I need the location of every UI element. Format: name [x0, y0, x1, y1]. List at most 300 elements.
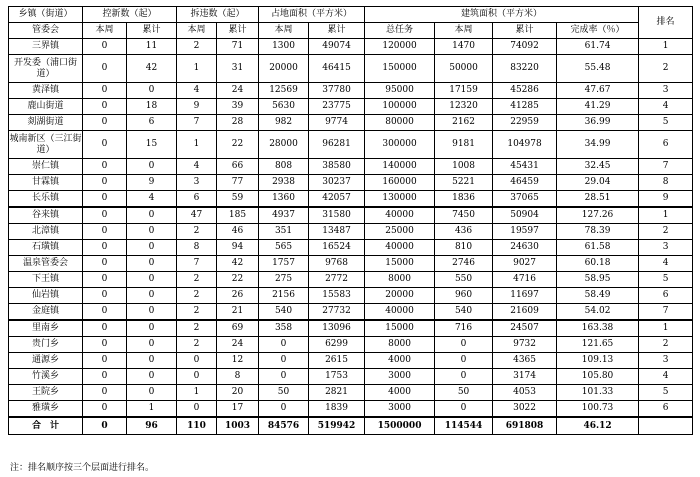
table-cell: 60.18: [557, 256, 639, 272]
table-cell: 77: [217, 175, 259, 191]
table-cell: 0: [83, 401, 127, 418]
table-row: [9, 207, 693, 224]
table-cell: 24507: [493, 320, 557, 337]
row-name: 三界镇: [9, 39, 83, 55]
table-row: [9, 401, 693, 418]
table-cell: 1836: [435, 191, 493, 208]
table-cell: 12569: [259, 83, 309, 99]
row-name: 崇仁镇: [9, 159, 83, 175]
table-cell: 20000: [365, 288, 435, 304]
header-land-cumulative: 累计: [309, 23, 365, 39]
table-cell: 13096: [309, 320, 365, 337]
table-cell: 0: [83, 99, 127, 115]
table-cell: 5: [639, 272, 693, 288]
table-cell: 0: [83, 55, 127, 83]
table-cell: 120000: [365, 39, 435, 55]
table-cell: 66: [217, 159, 259, 175]
table-cell: 6: [639, 401, 693, 418]
table-cell: 96281: [309, 131, 365, 159]
table-cell: 8: [639, 175, 693, 191]
table-cell: 12320: [435, 99, 493, 115]
table-cell: 27732: [309, 304, 365, 321]
table-cell: 140000: [365, 159, 435, 175]
table-cell: 8: [177, 240, 217, 256]
table-cell: 0: [83, 131, 127, 159]
header-building-area: 建筑面积（平方米）: [365, 7, 639, 23]
table-cell: 6: [127, 115, 177, 131]
table-cell: 4: [177, 159, 217, 175]
table-cell: 1: [127, 401, 177, 418]
row-name: 仙岩镇: [9, 288, 83, 304]
table-cell: 0: [83, 115, 127, 131]
table-cell: 0: [127, 240, 177, 256]
table-cell: 4053: [493, 385, 557, 401]
table-cell: 436: [435, 224, 493, 240]
table-cell: 2: [639, 337, 693, 353]
table-cell: 41.29: [557, 99, 639, 115]
header-control-week: 本周: [83, 23, 127, 39]
table-cell: 55.48: [557, 55, 639, 83]
table-cell: 2156: [259, 288, 309, 304]
table-cell: 0: [83, 353, 127, 369]
table-cell: 50904: [493, 207, 557, 224]
table-cell: 2: [639, 55, 693, 83]
table-cell: 46: [217, 224, 259, 240]
table-cell: 0: [177, 369, 217, 385]
table-cell: 550: [435, 272, 493, 288]
table-cell: 0: [127, 337, 177, 353]
table-cell: 0: [83, 256, 127, 272]
table-cell: 300000: [365, 131, 435, 159]
table-cell: 15000: [365, 320, 435, 337]
table-cell: 15583: [309, 288, 365, 304]
table-row: [9, 191, 693, 208]
table-cell: 1: [177, 55, 217, 83]
row-name: 金庭镇: [9, 304, 83, 321]
table-cell: 69: [217, 320, 259, 337]
table-cell: 0: [83, 288, 127, 304]
table-cell: 61.74: [557, 39, 639, 55]
table-cell: 0: [127, 369, 177, 385]
table-row: [9, 304, 693, 321]
row-name: 通源乡: [9, 353, 83, 369]
table-cell: 1: [639, 320, 693, 337]
table-cell: 1: [639, 39, 693, 55]
table-cell: 49074: [309, 39, 365, 55]
table-cell: 4: [177, 83, 217, 99]
table-cell: 0: [127, 353, 177, 369]
table-cell: 0: [127, 288, 177, 304]
table-cell: 25000: [365, 224, 435, 240]
row-name: 竹溪乡: [9, 369, 83, 385]
table-cell: 0: [83, 159, 127, 175]
table-cell: 41285: [493, 99, 557, 115]
table-cell: 0: [83, 385, 127, 401]
table-cell: 0: [83, 369, 127, 385]
table-cell: 127.26: [557, 207, 639, 224]
header-demolish-week: 本周: [177, 23, 217, 39]
table-cell: 5: [639, 385, 693, 401]
table-cell: 2: [177, 272, 217, 288]
table-cell: 9: [127, 175, 177, 191]
table-cell: 3: [639, 353, 693, 369]
table-cell: 960: [435, 288, 493, 304]
table-cell: 19597: [493, 224, 557, 240]
table-cell: 34.99: [557, 131, 639, 159]
table-cell: 0: [259, 353, 309, 369]
table-cell: 42: [217, 256, 259, 272]
table-cell: 11: [127, 39, 177, 55]
table-cell: 4365: [493, 353, 557, 369]
table-cell: 74092: [493, 39, 557, 55]
table-row: [9, 256, 693, 272]
table-cell: 30237: [309, 175, 365, 191]
table-cell: 31580: [309, 207, 365, 224]
total-cell: 110: [177, 417, 217, 435]
table-cell: 0: [127, 83, 177, 99]
table-cell: 58.49: [557, 288, 639, 304]
table-cell: 0: [83, 337, 127, 353]
table-cell: 40000: [365, 207, 435, 224]
table-cell: 2: [639, 224, 693, 240]
table-cell: 0: [83, 224, 127, 240]
table-cell: 0: [259, 337, 309, 353]
table-cell: 0: [435, 369, 493, 385]
table-cell: 1839: [309, 401, 365, 418]
total-cell: 519942: [309, 417, 365, 435]
table-cell: 28000: [259, 131, 309, 159]
table-cell: 565: [259, 240, 309, 256]
header-control-cumulative: 累计: [127, 23, 177, 39]
table-cell: 6299: [309, 337, 365, 353]
table-cell: 5630: [259, 99, 309, 115]
table-cell: 2746: [435, 256, 493, 272]
table-cell: 540: [259, 304, 309, 321]
table-cell: 5221: [435, 175, 493, 191]
table-cell: 4937: [259, 207, 309, 224]
table-cell: 0: [127, 256, 177, 272]
table-cell: 71: [217, 39, 259, 55]
table-cell: 275: [259, 272, 309, 288]
table-cell: 4000: [365, 353, 435, 369]
table-cell: 50: [259, 385, 309, 401]
table-cell: 6: [177, 191, 217, 208]
table-cell: 24: [217, 337, 259, 353]
table-cell: 28.51: [557, 191, 639, 208]
table-cell: 6: [639, 131, 693, 159]
table-cell: 47.67: [557, 83, 639, 99]
table-cell: 2615: [309, 353, 365, 369]
table-cell: 61.58: [557, 240, 639, 256]
table-cell: 0: [83, 304, 127, 321]
header-region: 乡镇（街道）: [9, 7, 83, 23]
table-cell: 9774: [309, 115, 365, 131]
table-cell: 45286: [493, 83, 557, 99]
table-row: [9, 288, 693, 304]
row-name: 雅璜乡: [9, 401, 83, 418]
table-cell: 0: [83, 191, 127, 208]
row-name: 里南乡: [9, 320, 83, 337]
table-cell: 0: [127, 224, 177, 240]
table-cell: 23775: [309, 99, 365, 115]
table-cell: 2938: [259, 175, 309, 191]
table-cell: 59: [217, 191, 259, 208]
demolition-stats-table: [8, 6, 693, 435]
table-cell: 9027: [493, 256, 557, 272]
table-cell: 50000: [435, 55, 493, 83]
table-cell: 21: [217, 304, 259, 321]
table-cell: 3: [177, 175, 217, 191]
table-cell: 94: [217, 240, 259, 256]
table-cell: 2: [177, 337, 217, 353]
row-name: 开发委（浦口街道）: [9, 55, 83, 83]
table-row: [9, 115, 693, 131]
total-cell: 1003: [217, 417, 259, 435]
table-cell: 24630: [493, 240, 557, 256]
table-row: [9, 55, 693, 83]
table-row: [9, 99, 693, 115]
table-cell: 3000: [365, 401, 435, 418]
table-cell: 13487: [309, 224, 365, 240]
table-cell: 2: [177, 224, 217, 240]
header-control: 控新数（起）: [83, 7, 177, 23]
table-row: [9, 272, 693, 288]
table-row: [9, 385, 693, 401]
table-cell: 4716: [493, 272, 557, 288]
table-cell: 7: [177, 115, 217, 131]
table-cell: 80000: [365, 115, 435, 131]
table-cell: 7: [639, 159, 693, 175]
table-cell: 7: [639, 304, 693, 321]
row-name: 城南新区（三江街道）: [9, 131, 83, 159]
table-cell: 160000: [365, 175, 435, 191]
row-name: 鹿山街道: [9, 99, 83, 115]
table-cell: 8000: [365, 272, 435, 288]
header-land-week: 本周: [259, 23, 309, 39]
table-cell: 1470: [435, 39, 493, 55]
table-cell: 7: [177, 256, 217, 272]
table-cell: 1008: [435, 159, 493, 175]
header-rank: 排名: [639, 7, 693, 39]
header-demolish-cumulative: 累计: [217, 23, 259, 39]
table-cell: 3000: [365, 369, 435, 385]
table-cell: 4: [639, 369, 693, 385]
table-row: [9, 224, 693, 240]
table-cell: 185: [217, 207, 259, 224]
table-cell: 3: [639, 83, 693, 99]
table-cell: 163.38: [557, 320, 639, 337]
table-cell: 0: [83, 320, 127, 337]
table-cell: 2: [177, 304, 217, 321]
report-container: [8, 6, 692, 435]
table-cell: 2772: [309, 272, 365, 288]
table-cell: 2162: [435, 115, 493, 131]
header-building-cumulative: 累计: [493, 23, 557, 39]
table-row: [9, 159, 693, 175]
table-cell: 0: [83, 175, 127, 191]
total-cell: 0: [83, 417, 127, 435]
table-cell: 1757: [259, 256, 309, 272]
table-cell: 1300: [259, 39, 309, 55]
table-row: [9, 175, 693, 191]
table-row: [9, 369, 693, 385]
table-cell: 1: [177, 385, 217, 401]
table-cell: 358: [259, 320, 309, 337]
table-cell: 46459: [493, 175, 557, 191]
table-cell: 716: [435, 320, 493, 337]
table-cell: 17159: [435, 83, 493, 99]
table-cell: 47: [177, 207, 217, 224]
table-cell: 1: [639, 207, 693, 224]
table-cell: 31: [217, 55, 259, 83]
table-cell: 12: [217, 353, 259, 369]
table-cell: 42: [127, 55, 177, 83]
row-name: 下王镇: [9, 272, 83, 288]
total-cell: 96: [127, 417, 177, 435]
table-cell: 0: [259, 401, 309, 418]
header-total-task: 总任务: [365, 23, 435, 39]
total-cell: 84576: [259, 417, 309, 435]
table-cell: 22: [217, 131, 259, 159]
table-cell: 40000: [365, 240, 435, 256]
table-cell: 5: [639, 115, 693, 131]
table-cell: 83220: [493, 55, 557, 83]
table-cell: 100000: [365, 99, 435, 115]
table-cell: 20: [217, 385, 259, 401]
table-cell: 18: [127, 99, 177, 115]
table-cell: 36.99: [557, 115, 639, 131]
table-cell: 37780: [309, 83, 365, 99]
table-cell: 0: [83, 240, 127, 256]
table-cell: 0: [435, 353, 493, 369]
table-cell: 4: [639, 99, 693, 115]
total-label: 合 计: [9, 417, 83, 435]
table-row: [9, 83, 693, 99]
table-cell: 150000: [365, 55, 435, 83]
table-cell: 8: [217, 369, 259, 385]
total-cell: 1500000: [365, 417, 435, 435]
row-name: 剡湖街道: [9, 115, 83, 131]
table-cell: 0: [177, 353, 217, 369]
table-cell: 0: [435, 337, 493, 353]
table-cell: 95000: [365, 83, 435, 99]
table-cell: 7450: [435, 207, 493, 224]
table-cell: 0: [127, 320, 177, 337]
row-name: 王院乡: [9, 385, 83, 401]
row-name: 谷来镇: [9, 207, 83, 224]
table-cell: 0: [83, 39, 127, 55]
table-cell: 21609: [493, 304, 557, 321]
table-cell: 0: [127, 304, 177, 321]
table-cell: 4000: [365, 385, 435, 401]
table-cell: 28: [217, 115, 259, 131]
table-cell: 810: [435, 240, 493, 256]
header-completion: 完成率（％）: [557, 23, 639, 39]
table-body: [9, 39, 693, 435]
table-cell: 351: [259, 224, 309, 240]
table-cell: 0: [83, 207, 127, 224]
table-cell: 2: [177, 39, 217, 55]
table-cell: 38580: [309, 159, 365, 175]
table-cell: 808: [259, 159, 309, 175]
table-row: [9, 240, 693, 256]
table-cell: 40000: [365, 304, 435, 321]
footnote: 注：排名顺序按三个层面进行排名。: [10, 463, 155, 473]
table-cell: 22: [217, 272, 259, 288]
row-name: 温泉管委会: [9, 256, 83, 272]
table-cell: 32.45: [557, 159, 639, 175]
row-name: 黄泽镇: [9, 83, 83, 99]
table-cell: 39: [217, 99, 259, 115]
table-cell: 15: [127, 131, 177, 159]
table-row: [9, 337, 693, 353]
table-row-total: [9, 417, 693, 435]
table-row: [9, 131, 693, 159]
table-row: [9, 39, 693, 55]
row-name: 甘霖镇: [9, 175, 83, 191]
table-cell: 50: [435, 385, 493, 401]
table-cell: 0: [127, 272, 177, 288]
table-cell: 9: [177, 99, 217, 115]
table-cell: 0: [83, 83, 127, 99]
header-demolish: 拆违数（起）: [177, 7, 259, 23]
table-cell: 540: [435, 304, 493, 321]
table-cell: 0: [127, 207, 177, 224]
table-cell: 2: [177, 320, 217, 337]
table-cell: 3022: [493, 401, 557, 418]
table-cell: 78.39: [557, 224, 639, 240]
table-cell: 6: [639, 288, 693, 304]
table-cell: 3: [639, 240, 693, 256]
table-cell: 4: [639, 256, 693, 272]
table-cell: 42057: [309, 191, 365, 208]
table-cell: 0: [435, 401, 493, 418]
table-cell: 0: [259, 369, 309, 385]
table-cell: 4: [127, 191, 177, 208]
total-cell: 46.12: [557, 417, 639, 435]
table-cell: 1753: [309, 369, 365, 385]
table-row: [9, 320, 693, 337]
table-cell: 24: [217, 83, 259, 99]
table-cell: 2821: [309, 385, 365, 401]
table-cell: 982: [259, 115, 309, 131]
table-cell: 9768: [309, 256, 365, 272]
table-cell: 16524: [309, 240, 365, 256]
table-cell: 15000: [365, 256, 435, 272]
total-cell: 691808: [493, 417, 557, 435]
table-cell: 3174: [493, 369, 557, 385]
table-cell: 54.02: [557, 304, 639, 321]
header-region-sub: 管委会: [9, 23, 83, 39]
table-cell: 2: [177, 288, 217, 304]
table-cell: 121.65: [557, 337, 639, 353]
table-cell: 101.33: [557, 385, 639, 401]
total-cell: [639, 417, 693, 435]
table-cell: 9181: [435, 131, 493, 159]
table-cell: 45431: [493, 159, 557, 175]
table-cell: 1: [177, 131, 217, 159]
table-cell: 22959: [493, 115, 557, 131]
table-cell: 0: [127, 159, 177, 175]
table-cell: 1360: [259, 191, 309, 208]
table-cell: 8000: [365, 337, 435, 353]
table-cell: 100.73: [557, 401, 639, 418]
row-name: 贵门乡: [9, 337, 83, 353]
total-cell: 114544: [435, 417, 493, 435]
row-name: 石璜镇: [9, 240, 83, 256]
table-cell: 130000: [365, 191, 435, 208]
row-name: 北漳镇: [9, 224, 83, 240]
